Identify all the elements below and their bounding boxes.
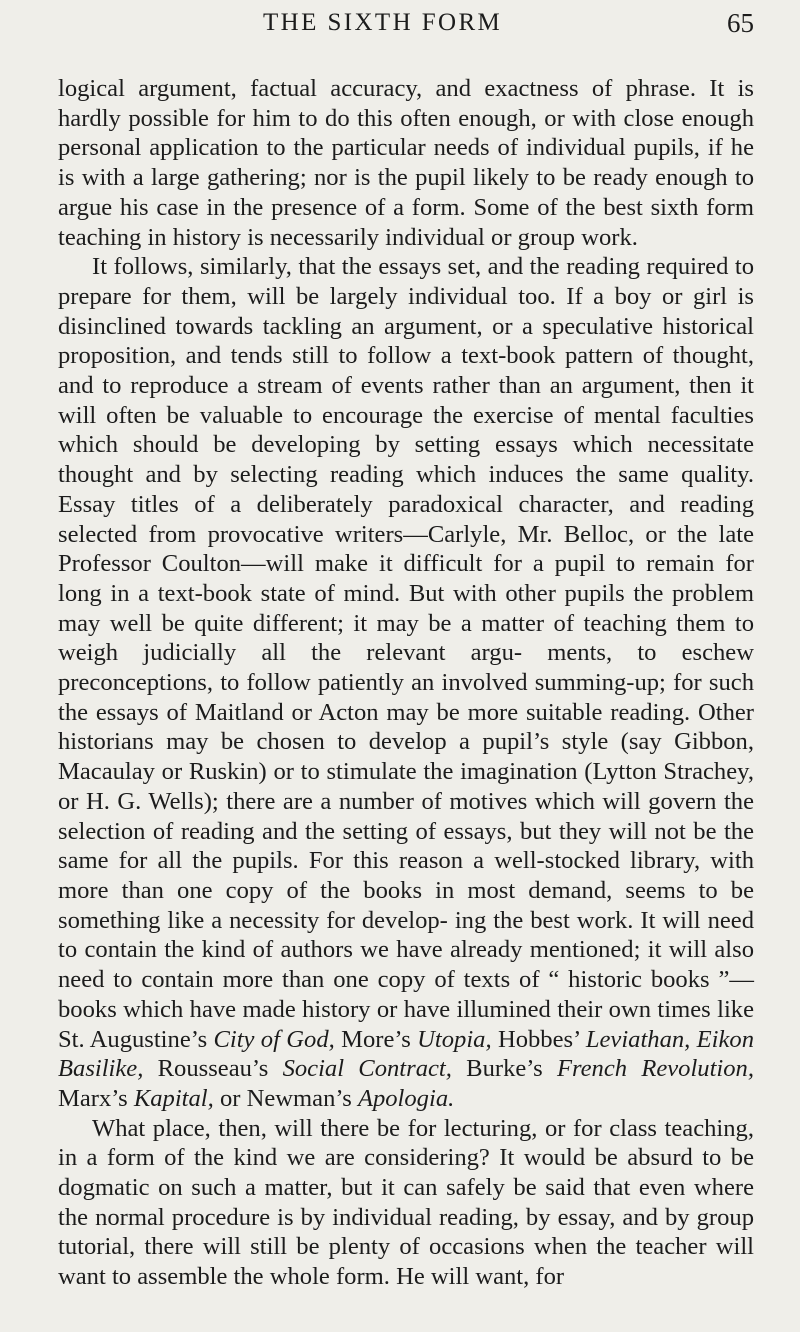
book-title-kapital: Kapital, xyxy=(133,1084,214,1112)
page-number: 65 xyxy=(727,8,754,38)
book-title-utopia: Utopia, xyxy=(417,1025,492,1053)
running-title: THE SIXTH FORM xyxy=(263,9,503,36)
paragraph-1: logical argument, factual accuracy, and exactness of phrase. It is hardly possible for him to do this often enough, or with close enough personal application to the particular needs of individual pupils, if he is with a large gathering; nor is the pupil likely to be ready enough to argue his case in the presence of a form. Some of the best sixth form teaching in history is necessarily individual or group work. xyxy=(58,75,754,251)
paragraph-2-text-a: It follows, similarly, that the essays set, and the reading required to prepare for them, will be largely individual too. If a boy or girl is disinclined towards tackling an argument, or a speculative historical proposition, and tends still to follow a text-book pattern of thought, and to reproduce a stream of events rather than an argument, then it will often be valuable to encourage the exercise of mental faculties which should be developing by setting essays which necessitate thought and by selecting reading which induces the same quality. Essay titles of a deliberately paradoxical character, and reading selected from provocative writers—Carlyle, Mr. Belloc, or the late Professor Coulton—will make it difficult for a pupil to remain for long in a text-book state of mind. But with other pupils the problem may well be quite different; it may be a matter of teaching them to weigh judicially all the relevant argu- ments, to eschew preconceptions, to follow patiently an involved summing-up; for such the essays of Maitland or Acton may be more suitable reading. Other historians may be chosen to develop a pupil’s style (say Gibbon, Macaulay or Ruskin) or to stimulate the imagination (Lytton Strachey, or H. G. Wells); there are a number of motives which will govern the selection of reading and the setting of essays, but they will not be the same for all the pupils. For this reason a well-stocked library, with more than one copy of the books in most demand, seems to be something like a necessity for develop- ing the best work. It will need to contain the kind of authors we have already mentioned; it will also need to contain more than one copy of texts of “ historic books ”—books which have made history or have illumined their own times like St. Augustine’s xyxy=(58,253,754,1053)
book-title-leviathan-eikon: Leviathan, Eikon Basilike, xyxy=(58,1025,755,1083)
book-title-social-contract: Social Contract, xyxy=(282,1055,452,1083)
paragraph-3: What place, then, will there be for lecturing, or for class teaching, in a form of the kind we are considering? It would be absurd to be dogmatic on such a matter, but it can safely be said that even where the normal procedure is by individual reading, by essay, and by group tutorial, there will still be plenty of occasions when the teacher will want to assemble the whole form. He will want, for xyxy=(58,1114,754,1291)
paragraph-2-text-f: Marx’s xyxy=(58,1084,128,1112)
paragraph-2-text-c: Hobbes’ xyxy=(497,1025,580,1053)
book-title-french-revolution: French Revolution, xyxy=(556,1055,755,1083)
paragraph-2-text-b: More’s xyxy=(341,1025,411,1053)
book-title-apologia: Apologia. xyxy=(357,1084,455,1112)
running-head xyxy=(58,8,754,74)
body-text xyxy=(58,74,754,1292)
paragraph-2-text-g: or Newman’s xyxy=(219,1084,352,1112)
paragraph-2 xyxy=(58,252,754,1113)
paragraph-2-text-e: Burke’s xyxy=(466,1055,543,1083)
book-title-city-of-god: City of God, xyxy=(213,1025,335,1053)
paragraph-2-text-d: Rousseau’s xyxy=(157,1055,269,1083)
